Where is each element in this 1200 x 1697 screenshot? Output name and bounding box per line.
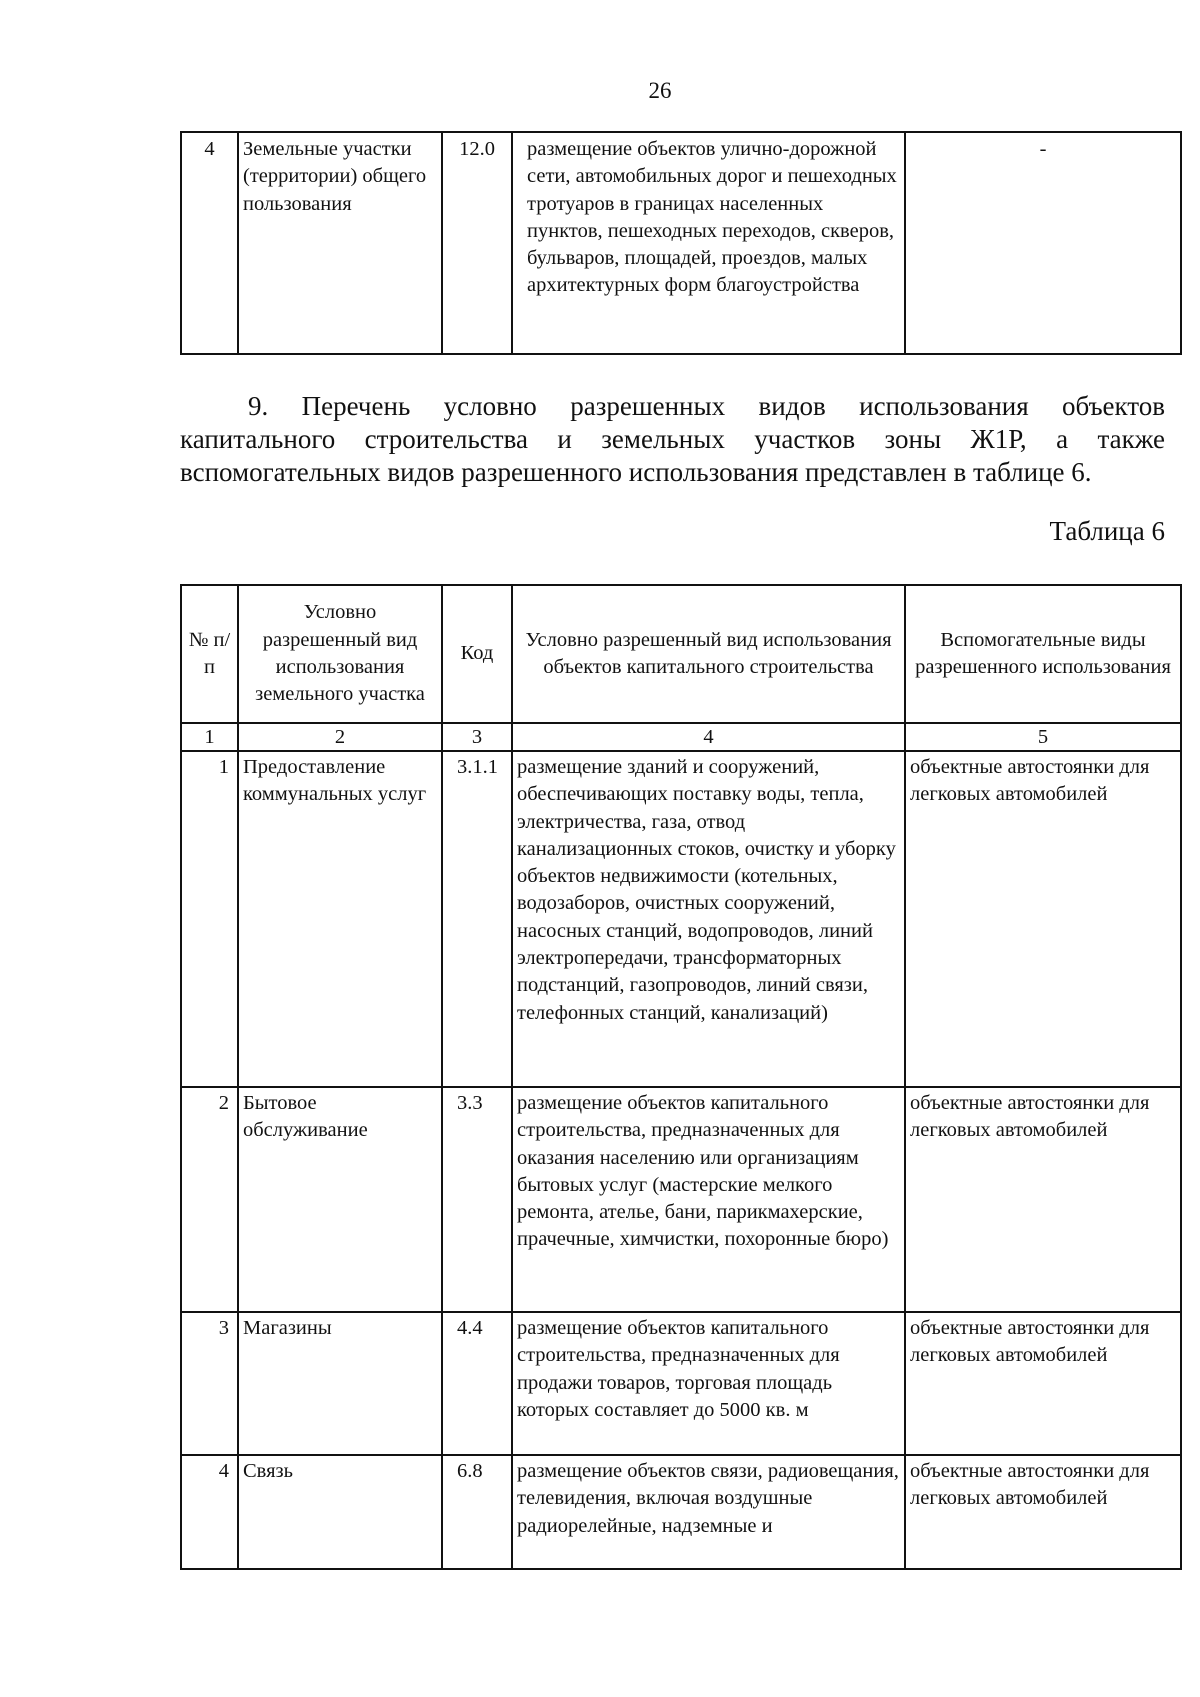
capital-use-description: размещение объектов капитального строительства, предназначенных для оказания населению или организациям бытовых услуг (мастерские мелкого ремонта, ателье, бани, парикмахерские, прачечные, химчистки, похоронные бюро)	[512, 1087, 905, 1312]
capital-use-description: размещение объектов капитального строительства, предназначенных для продажи товаров, торговая площадь которых составляет до 5000 кв. м	[512, 1312, 905, 1455]
auxiliary-use: объектные автостоянки для легковых автомобилей	[905, 1312, 1181, 1455]
column-number: 3	[442, 723, 512, 751]
section-paragraph: 9. Перечень условно разрешенных видов использования объектов капитального строительства и земельных участков зоны Ж1Р, а также вспомогательных видов разрешенного использования представлен в таблице 6.	[180, 391, 1165, 487]
table-caption: Таблица 6	[1049, 516, 1165, 546]
land-use-name: Магазины	[238, 1312, 442, 1455]
table-row	[181, 1087, 1181, 1312]
header-row	[181, 585, 1181, 723]
column-number: 1	[181, 723, 238, 751]
use-code: 12.0	[442, 132, 512, 354]
header-code: Код	[442, 585, 512, 723]
table-row	[181, 1312, 1181, 1455]
table-row	[181, 132, 1181, 354]
column-number-row	[181, 723, 1181, 751]
land-use-name: Бытовое обслуживание	[238, 1087, 442, 1312]
header-num: № п/п	[181, 585, 238, 723]
row-number: 2	[181, 1087, 238, 1312]
column-number: 4	[512, 723, 905, 751]
table-row	[181, 1455, 1181, 1569]
row-number: 1	[181, 751, 238, 1087]
row-number: 4	[181, 1455, 238, 1569]
continued-table	[180, 131, 1182, 355]
column-number: 2	[238, 723, 442, 751]
use-code: 3.3	[442, 1087, 512, 1312]
auxiliary-use: -	[905, 132, 1181, 354]
capital-use-description: размещение объектов связи, радиовещания, телевидения, включая воздушные радиорелейные, надземные и	[512, 1455, 905, 1569]
land-use-name: Связь	[238, 1455, 442, 1569]
auxiliary-use: объектные автостоянки для легковых автомобилей	[905, 1087, 1181, 1312]
table-row	[181, 751, 1181, 1087]
header-capital-use: Условно разрешенный вид использования объектов капитального строительства	[512, 585, 905, 723]
auxiliary-use: объектные автостоянки для легковых автомобилей	[905, 751, 1181, 1087]
use-description: размещение объектов улично-дорожной сети, автомобильных дорог и пешеходных тротуаров в границах населенных пунктов, пешеходных переходов, скверов, бульваров, площадей, проездов, малых архитектурных форм благоустройства	[512, 132, 905, 354]
row-number: 4	[181, 132, 238, 354]
conditional-use-table	[180, 584, 1182, 1570]
land-use-name: Предоставление коммунальных услуг	[238, 751, 442, 1087]
use-code: 6.8	[442, 1455, 512, 1569]
page-number: 26	[648, 78, 672, 103]
auxiliary-use: объектные автостоянки для легковых автомобилей	[905, 1455, 1181, 1569]
capital-use-description: размещение зданий и сооружений, обеспечивающих поставку воды, тепла, электричества, газа, отвод канализационных стоков, очистку и уборку объектов недвижимости (котельных, водозаборов, очистных сооружений, насосных станций, водопроводов, линий электропередачи, трансформаторных подстанций, газопроводов, линий связи, телефонных станций, канализаций)	[512, 751, 905, 1087]
use-code: 4.4	[442, 1312, 512, 1455]
header-auxiliary: Вспомогательные виды разрешенного использования	[905, 585, 1181, 723]
row-number: 3	[181, 1312, 238, 1455]
column-number: 5	[905, 723, 1181, 751]
land-use-name: Земельные участки (территории) общего пользования	[238, 132, 442, 354]
header-land-use: Условно разрешенный вид использования земельного участка	[238, 585, 442, 723]
use-code: 3.1.1	[442, 751, 512, 1087]
